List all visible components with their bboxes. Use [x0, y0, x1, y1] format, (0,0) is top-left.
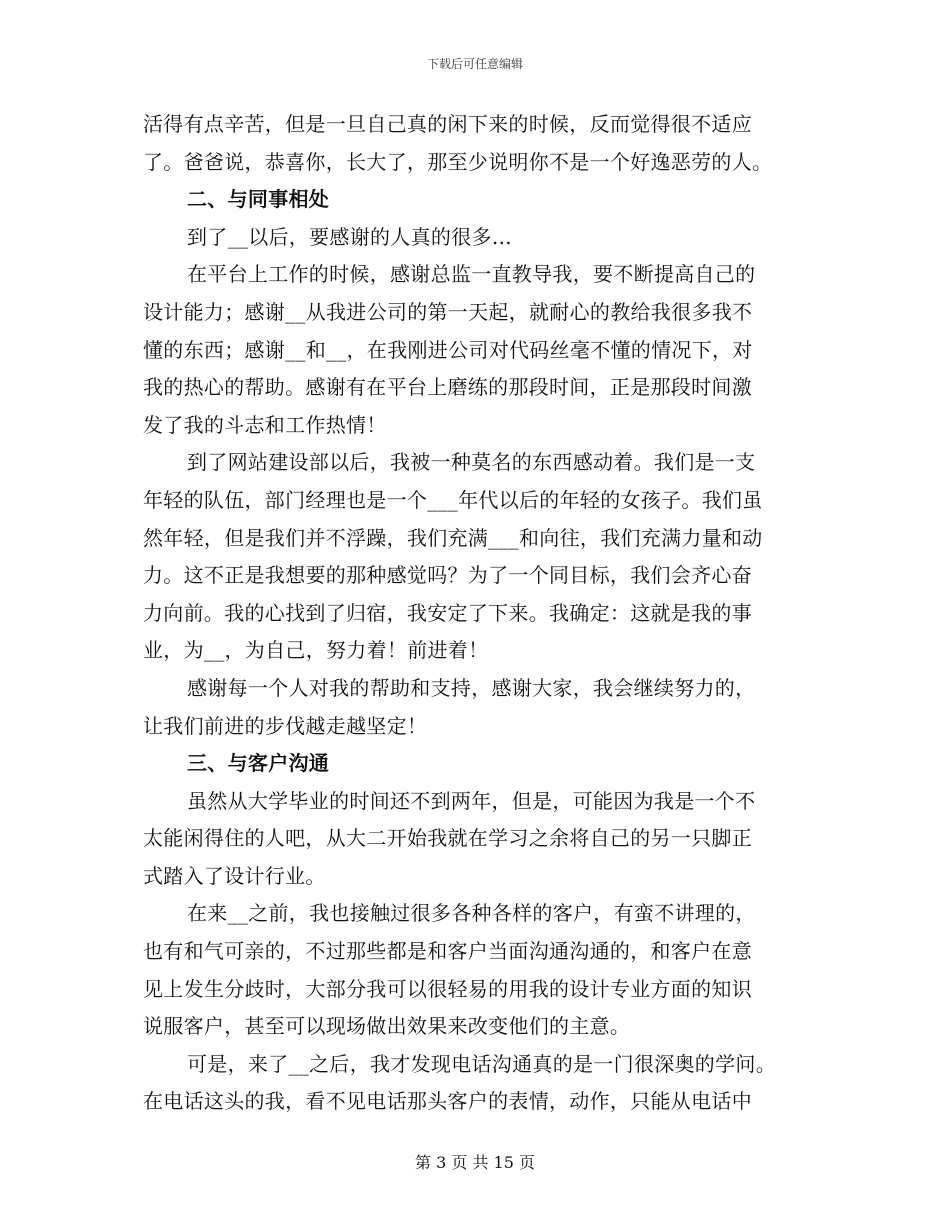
- body-line: 力向前。我的心找到了归宿，我安定了下来。我确定：这就是我的事: [143, 600, 752, 625]
- document-body: [143, 106, 808, 1121]
- body-line: 力。这不正是我想要的那种感觉吗？为了一个同目标，我们会齐心奋: [143, 563, 752, 588]
- body-line: 太能闲得住的人吧，从大二开始我就在学习之余将自己的另一只脚正: [143, 826, 752, 851]
- body-line: 设计能力；感谢__从我进公司的第一天起，就耐心的教给我很多我不: [143, 299, 753, 324]
- body-line: 年轻的队伍，部门经理也是一个___年代以后的年轻的女孩子。我们虽: [143, 487, 763, 512]
- page-header: 下载后可任意编辑: [426, 57, 523, 71]
- body-line: 到了网站建设部以后，我被一种莫名的东西感动着。我们是一支: [187, 450, 756, 475]
- page-footer: 第 3 页 共 15 页: [415, 1153, 535, 1172]
- body-line: 发了我的斗志和工作热情！: [143, 412, 387, 437]
- body-line: 可是，来了__之后，我才发现电话沟通真的是一门很深奥的学问。: [187, 1051, 776, 1076]
- body-line: 懂的东西；感谢__和__，在我刚进公司对代码丝毫不懂的情况下，对: [143, 337, 753, 362]
- body-line: 到了__以后，要感谢的人真的很多…: [187, 224, 513, 249]
- section-heading: 二、与同事相处: [187, 187, 330, 212]
- body-line: 让我们前进的步伐越走越坚定！: [143, 713, 428, 738]
- body-line: 虽然从大学毕业的时间还不到两年，但是，可能因为我是一个不: [187, 788, 756, 813]
- body-line: 感谢每一个人对我的帮助和支持，感谢大家，我会继续努力的，: [187, 675, 756, 700]
- body-line: 在平台上工作的时候，感谢总监一直教导我，要不断提高自己的: [187, 262, 756, 287]
- body-line: 然年轻，但是我们并不浮躁，我们充满___和向往，我们充满力量和动: [143, 525, 763, 550]
- body-line: 见上发生分歧时，大部分我可以很轻易的用我的设计专业方面的知识: [143, 976, 752, 1001]
- section-heading: 三、与客户沟通: [187, 751, 330, 776]
- body-line: 了。爸爸说，恭喜你，长大了，那至少说明你不是一个好逸恶劳的人。: [143, 149, 773, 174]
- body-line: 活得有点辛苦，但是一旦自己真的闲下来的时候，反而觉得很不适应: [143, 112, 752, 136]
- body-line: 式踏入了设计行业。: [143, 863, 326, 888]
- body-line: 在电话这头的我，看不见电话那头客户的表情，动作，只能从电话中: [143, 1089, 752, 1114]
- body-line: 也有和气可亲的，不过那些都是和客户当面沟通沟通的，和客户在意: [143, 939, 752, 964]
- body-line: 我的热心的帮助。感谢有在平台上磨练的那段时间，正是那段时间激: [143, 375, 752, 400]
- body-line: 在来__之前，我也接触过很多各种各样的客户，有蛮不讲理的，: [187, 901, 756, 926]
- body-line: 说服客户，甚至可以现场做出效果来改变他们的主意。: [143, 1014, 631, 1039]
- body-line: 业，为__，为自己，努力着！前进着！: [143, 638, 489, 663]
